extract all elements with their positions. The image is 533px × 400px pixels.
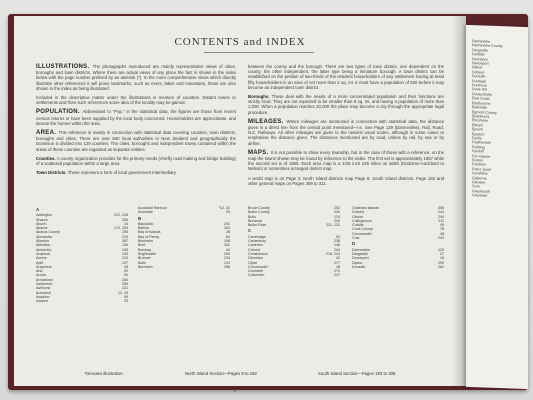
right-page-entry: Devonport [472, 61, 489, 66]
index-entry-name: Bluff [138, 243, 146, 248]
index-entry-page: 231, 232 [326, 223, 340, 228]
index-entry-page: 198 [224, 239, 230, 244]
index-entry-name: Auckland [36, 290, 51, 295]
index-entry-name: Ashburton [36, 282, 53, 287]
index-entry-page: 124 [334, 214, 340, 219]
right-page-entry: Frankton [472, 162, 487, 167]
index-entry-name: Alfredton [36, 243, 51, 248]
index-entry-page: 258 [122, 282, 128, 287]
index-entry-page: 64 [226, 234, 230, 239]
right-page-entry: Egmont County [472, 109, 497, 115]
index-entry [248, 273, 340, 277]
index-entry-name: Addington [36, 213, 53, 218]
right-page-entry: Denniston [472, 56, 489, 62]
index-entry-page: 238 [334, 239, 340, 244]
right-page-entry: East Coast [472, 96, 490, 102]
index-entry [352, 236, 444, 240]
index-entry-name: Bay of Plenty [138, 234, 160, 239]
index-column-1 [36, 206, 128, 304]
index-entry-name: Buller County [248, 210, 270, 215]
index-entry-page: 244 [334, 247, 340, 252]
index-entry-name: Burwood [248, 218, 263, 223]
index-entry-page: 245 [122, 247, 128, 252]
paragraph [248, 64, 444, 90]
index-entry-page: 211 [438, 218, 444, 223]
right-page-entry: Greytown [472, 193, 488, 198]
index-entry-page: 279 [334, 269, 340, 274]
index-entry-page: 20 [226, 210, 230, 215]
index-entry-name: Dunedin [352, 264, 366, 269]
index-entry-name: Auckland Harbour [138, 206, 167, 210]
page-footer [54, 371, 426, 376]
index-letter: A [36, 207, 40, 212]
index-entry-page: 129 [438, 247, 444, 252]
right-page-entry: Glenavy [472, 180, 486, 185]
index-entry-name: Clinton [352, 214, 364, 219]
index-entry-page: 78 [440, 227, 444, 232]
paragraph-heading: Boroughs. [248, 94, 272, 100]
index-entry-name: Arrowtown [36, 277, 53, 282]
index-entry-page: 124 [224, 260, 230, 265]
index-entry-name: Ashhurst [36, 286, 51, 291]
right-page-entry: Fox Glacier [472, 153, 491, 159]
right-page-entry: Eastbourne [472, 100, 491, 106]
paragraph-heading: POPULATION. [36, 109, 83, 116]
paragraph-text: The photographs reproduced are mainly representative views of cities, boroughs and town districts. Where there are actual views of any place the fact is shown in the index below with the page number prefixed by an asterisk (*). In the more comprehensive views which directly illustrate other references it will prove landmarks, such as rivers, lakes and mountains, these are also shown in the index as being illustrated. [36, 64, 236, 91]
index-entry-page: 28 [124, 264, 128, 269]
index-entry-name: Bulls [248, 214, 256, 219]
index-letter: D [352, 241, 356, 247]
index-entry-page: 299 [438, 260, 444, 265]
footer-south: South Island Section—Pages 193 to 308 [318, 371, 396, 376]
index-entry-page: 210 [122, 256, 128, 261]
right-page-entry: Fernhill [472, 149, 484, 154]
right-page-entry: Edendale [472, 105, 488, 110]
index-entry-name: Dipton [352, 260, 363, 265]
index-letter: B [138, 215, 142, 221]
index-entry-name: Bombay [138, 247, 152, 252]
index-entry-page: 127 [122, 260, 128, 265]
index-entry [248, 223, 340, 227]
right-page-entry: Duvauchelle [472, 92, 492, 97]
right-page-entry: Foxton [472, 158, 483, 163]
paragraph-text: A county organization provides for the primary needs (chiefly road making and bridge building) of a scattered population within a large area. [36, 155, 236, 167]
index-entry-name: Awakino [36, 294, 50, 299]
paragraph [248, 94, 444, 115]
index-entry-page: 131 [122, 286, 128, 291]
index-entry-page: 13, 15 [118, 290, 128, 295]
index-entry [138, 210, 230, 214]
right-page-entry: Ellesmere [472, 118, 488, 123]
index-entry-name: Aria [36, 269, 43, 274]
paragraph-heading: MILEAGES. [248, 118, 287, 125]
index-entry-name: Cromwell [248, 269, 263, 274]
footer-note: *Denotes illustration. [84, 371, 124, 376]
index-entry-page: 282 [438, 264, 444, 269]
right-page-entry: Darfield [472, 52, 485, 57]
paragraph [36, 95, 236, 105]
index-entry-name: Brunner [138, 256, 151, 261]
index-entry-name: Dargaville [352, 251, 368, 256]
right-page-entry: Gore [472, 184, 480, 189]
right-page-entry: Dobson [472, 69, 485, 75]
index-entry-name: Collingwood [352, 218, 372, 223]
right-page-entry: Durie Hill [472, 87, 487, 93]
index-entry-name: Aroha [36, 273, 46, 278]
index-entry-name: Bay of Islands [138, 230, 161, 235]
index-entry-page: 136 [122, 243, 128, 248]
index-entry-page: 277 [334, 260, 340, 265]
right-page-entry: Gisborne [472, 175, 487, 181]
index-entry-page: 244 [438, 210, 444, 215]
index-entry-page: 52 [336, 234, 340, 239]
paragraph-text: Abbreviated to "Pop." in the statistical data, the figures are those from recent census returns or have been supplied by the local body concerned. Householders are approximate, and denote the homes within the area. [36, 109, 236, 126]
index-entry-page: 294 [438, 214, 444, 219]
index-entry-name: Carterton [248, 243, 263, 248]
index-entry [352, 265, 444, 269]
index-entry-page: 26 [226, 230, 230, 235]
paragraph-text: A world map is on Page 3, North Island districts map Page 8, South Island districts, Page 193 and other general maps on Pages 309 to 311. [248, 175, 444, 186]
index-entry-name: Chatham Islands [352, 206, 379, 210]
index-entry-page: 48 [336, 264, 340, 269]
index-entry-page: 230 [334, 210, 340, 215]
index-entry-page: 27 [440, 251, 444, 256]
index-entry-page: 247 [334, 273, 340, 278]
index-column-2 [138, 206, 230, 269]
paragraph [248, 150, 444, 172]
paragraph [36, 130, 236, 152]
index-entry-page: 206 [224, 251, 230, 256]
right-page-entry: Eketahuna [472, 114, 490, 119]
index-entry-name: Cheviot [248, 247, 261, 252]
index-entry-page: 92 [124, 269, 128, 274]
right-page-entry: Duntroon [472, 83, 487, 88]
index-entry-page: 218, 224 [326, 251, 340, 256]
index-entry-page: 255 [122, 230, 128, 235]
index-entry-name: Coromandel [352, 231, 372, 236]
index-entry-page: 48 [440, 231, 444, 236]
index-letter: C [248, 228, 252, 234]
index-entry-page: 99 [124, 294, 128, 299]
footer-north: North Island Section—Pages 9 to 192 [185, 371, 257, 376]
index-entry-name: Cust [352, 236, 360, 241]
index-entry-name: Bruce County [248, 206, 270, 210]
paragraph-text: These represent a form of local government intermediary [67, 170, 176, 176]
index-entry-page: 49 [440, 223, 444, 228]
index-entry-page: 302 [224, 243, 230, 248]
paragraph-text: Where mileages are mentioned in connection with statistical data, the distance given is a direct line from the central point mentioned—i.e. See Page 129 (Dannevirke), Rail, Road, N.Z. Railways. All other mileages are given to the nearest usual routes, although in some cases to emphasise the distance given. The distances mentioned are by road, unless by rail, by sea or by airline. [248, 118, 444, 146]
paragraph-text: This reference is mainly in connection with statistical data covering counties, town districts, boroughs and cities. There are over 600 local authorities in New Zealand and geographically the Dominion is divided into 129 counties. The cities, boroughs and independent towns contained within the areas of these counties are regarded as separate entities. [36, 130, 236, 152]
right-page-entry: Eyreton [472, 131, 485, 137]
index-entry-page: 292 [334, 206, 340, 210]
index-entry-page: 18 [440, 256, 444, 261]
index-entry-name: Coromandel [248, 264, 268, 269]
index-column-4 [352, 206, 444, 269]
paragraph-text: It is not possible to show every township, but in the case of those with a reference, on the map the towns shown may be found by reference to the index. The first set is approximately 1957 while the second set is of 1960. Each area map is a 1/25 inch 225 miles on width (Gisborne-Auckland to Nelson) or sometimes arranged district map. [248, 149, 445, 172]
paragraph-text: between the county and the borough. There are two types of town district, one dependent on the county, the other independent, the latter type being a miniature borough. A town district can be established on the petition of two-thirds of the resident householders of any settlement having at least fifty householders in an area of not more than 2 sq. mi. It must have a population of 500 before it may become an independent town district. [248, 64, 444, 90]
index-entry-page: 300 [224, 226, 230, 231]
index-entry-name: Cook County [352, 227, 373, 232]
right-page-entry: Dipton [472, 65, 483, 70]
index-entry-page: 243 [438, 236, 444, 241]
index-entry-name: Clyde [248, 260, 258, 265]
paragraph-heading: MAPS. [248, 149, 271, 156]
index-entry-name: Ahaura [36, 217, 48, 222]
index-entry-name: Alexandra [36, 234, 53, 239]
index-entry-name: Akaroa [36, 226, 48, 231]
index-entry-page: 222, 228 [114, 213, 128, 218]
index-entry-page: 280 [122, 277, 128, 282]
index-entry-name: Balclutha [138, 221, 153, 226]
index-entry-name: Avondale [138, 210, 153, 215]
index-entry-page: 216 [122, 234, 128, 239]
right-page-entry: Geraldine [472, 171, 488, 176]
index-entry-name: Canterbury [248, 239, 266, 244]
paragraph-heading: Town Districts. [36, 170, 68, 176]
index-entry-page: 42 [336, 256, 340, 261]
index-entry [138, 265, 230, 269]
title-rule [204, 52, 314, 53]
left-text-column [36, 64, 236, 179]
paragraph [36, 170, 236, 175]
index-entry-page: 10 [124, 221, 128, 226]
index-entry-page: 54 [124, 273, 128, 278]
index-entry-name: Arapohue [36, 264, 52, 269]
index-entry-name: Aorere [36, 256, 47, 261]
index-entry-page: 291 [224, 221, 230, 226]
right-page-entry: Feilding [472, 144, 485, 150]
left-page [14, 16, 466, 393]
paragraph [36, 156, 236, 166]
index-entry-name: Akaroa County [36, 230, 60, 235]
index-entry-name: Anakiwa [36, 251, 50, 256]
index-entry-page: 240 [334, 218, 340, 223]
index-entry-name: Balfour [138, 226, 150, 231]
right-page-entry: Fairlie [472, 136, 482, 141]
right-page-entry: Dannevirke County [472, 43, 503, 49]
index-entry-name: Blenheim [138, 239, 153, 244]
index-entry-page: 256 [224, 264, 230, 269]
index-column-3 [248, 206, 340, 278]
index-entry-page: 44 [226, 247, 230, 252]
right-page [466, 25, 528, 389]
paragraph [36, 64, 236, 91]
index-entry-name: Devonport [352, 256, 369, 261]
right-page-index [472, 39, 522, 199]
right-page-entry: Dargaville [472, 47, 488, 53]
index-entry-name: Clevedon [248, 256, 264, 261]
index-entry-name: Amberley [36, 247, 52, 252]
page-number: 4 [234, 388, 237, 393]
index-entry-name: Bulls [138, 260, 146, 265]
index-entry [36, 299, 128, 303]
index-entry-page: 308 [438, 206, 444, 210]
index-entry-page: 174, 254 [114, 226, 128, 231]
right-page-entry: Dunedin [472, 74, 486, 79]
index-entry-name: Buller River [248, 223, 267, 228]
paragraph-text: These deal with the needs of a more concentrated population and their functions are strictly local. They are not expected to be smaller than 9 sq. mi. and having a population of more than 1,000. When a population reaches 20,000 the place may become a city through the appropriate legal procedure. [248, 94, 444, 115]
index-entry-name: Christchurch [248, 251, 269, 256]
page-title: CONTENTS and INDEX [174, 36, 306, 48]
index-entry-page: 148 [334, 243, 340, 248]
right-page-entry: Eltham [472, 122, 484, 128]
index-entry-page: 234 [224, 256, 230, 261]
paragraph-heading: AREA. [36, 130, 59, 137]
index-entry-name: Allanton [36, 239, 49, 244]
index-entry-name: Brightwater [138, 251, 157, 256]
index-entry-page: *12, 32 [218, 206, 230, 210]
paragraph [36, 109, 236, 126]
index-entry-name: Culverden [248, 273, 265, 278]
index-entry-name: Cambridge [248, 234, 266, 239]
index-entry-name: Colville [352, 223, 364, 228]
right-text-column [248, 64, 444, 190]
index-entry-name: Dannevirke [352, 247, 371, 252]
paragraph-text: Included in the descriptive matter under the illustrations is mention of counties. Distant towns or settlements and from such references some idea of the locality may be gained. [36, 95, 236, 106]
index-entry-page: 23 [124, 299, 128, 304]
paragraph [248, 119, 444, 146]
paragraph [248, 176, 444, 186]
paragraph-heading: Counties. [36, 155, 57, 161]
right-page-entry: Dannevirke [472, 39, 491, 44]
right-page-entry: Featherston [472, 140, 492, 146]
right-page-entry: Franz Josef [472, 166, 491, 172]
right-page-entry: Greymouth [472, 188, 490, 194]
index-entry-name: Awanui [36, 299, 48, 304]
index-entry-page: 287 [122, 239, 128, 244]
index-entry-name: Burnham [138, 264, 153, 269]
paragraph-heading: ILLUSTRATIONS. [36, 64, 93, 70]
index-entry-page: 195 [122, 251, 128, 256]
index-entry-page: 306 [122, 217, 128, 222]
index-entry-name: Cheviot [352, 210, 365, 215]
index-entry-name: Ahuriri [36, 221, 47, 226]
right-page-entry: Dunback [472, 78, 487, 84]
index-entry-name: Apiti [36, 260, 43, 265]
right-page-entry: Epsom [472, 127, 484, 132]
